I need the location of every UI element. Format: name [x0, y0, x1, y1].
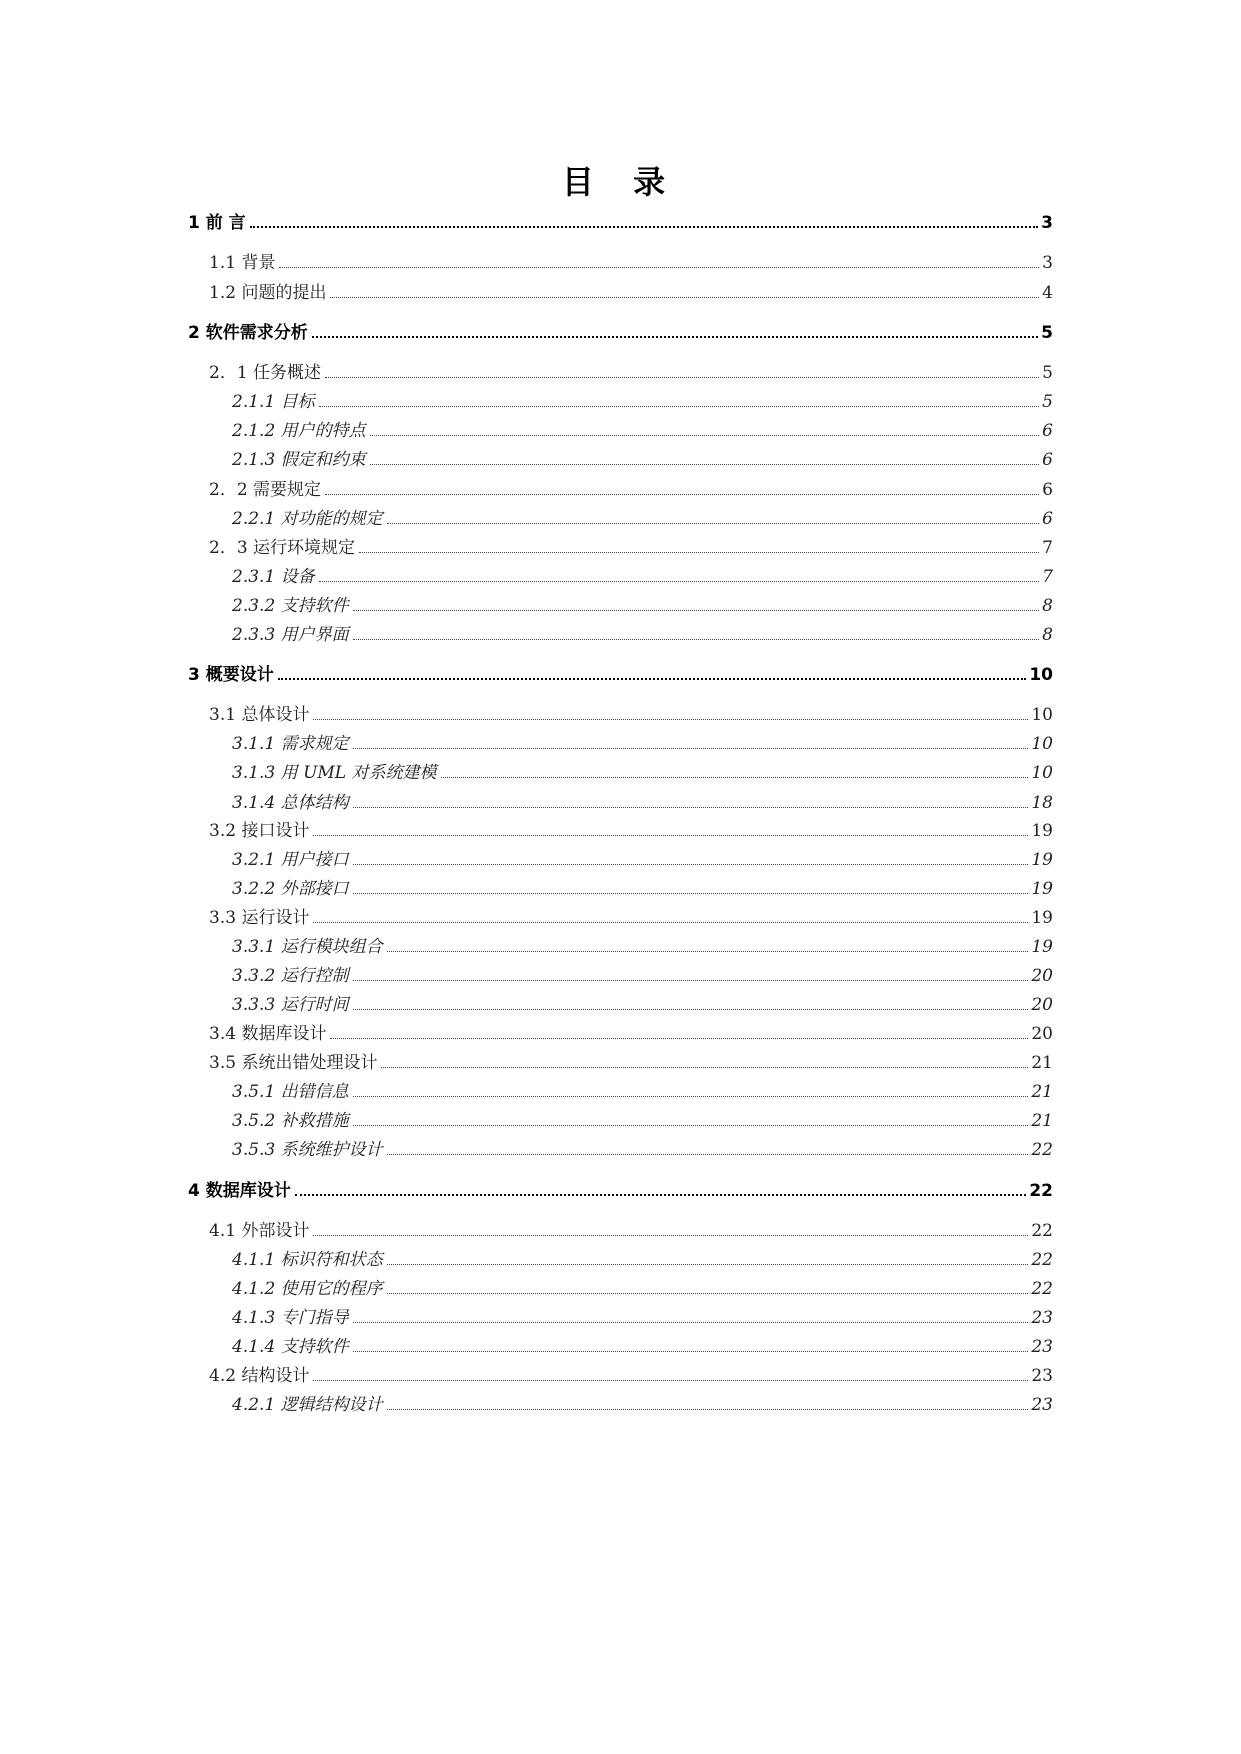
toc-dot-leader	[353, 610, 1040, 611]
toc-entry-label: 3.5.2 补救措施	[232, 1111, 349, 1131]
toc-entry-page-number: 23	[1031, 1366, 1053, 1386]
toc-entry-line	[232, 1386, 1053, 1416]
toc-dot-leader	[319, 406, 1040, 407]
toc-entry-line	[209, 274, 1053, 304]
toc-entry-line	[209, 1044, 1053, 1074]
toc-dot-leader	[313, 719, 1028, 720]
toc-entry-label: 4.1.2 使用它的程序	[232, 1279, 383, 1299]
toc-entry-label: 3.1.3 用 UML 对系统建模	[232, 763, 437, 783]
toc-dot-leader	[387, 1409, 1029, 1410]
toc-entry-level-2[interactable]	[0, 812, 1241, 842]
toc-entry-page-number: 19	[1031, 850, 1053, 870]
toc-entry-level-3[interactable]	[0, 441, 1241, 471]
toc-entry-line	[209, 1015, 1053, 1045]
toc-entry-page-number: 7	[1042, 538, 1053, 558]
toc-entry-page-number: 5	[1041, 323, 1053, 343]
toc-entry-label: 2.3.1 设备	[232, 567, 315, 587]
toc-entry-page-number: 5	[1042, 392, 1053, 412]
toc-entry-line	[188, 656, 1053, 686]
toc-entry-label: 3.3 运行设计	[209, 908, 310, 928]
toc-entry-label: 3.5.3 系统维护设计	[232, 1140, 383, 1160]
toc-entry-label: 4.1.3 专门指导	[232, 1308, 349, 1328]
toc-entry-line	[232, 841, 1053, 871]
toc-dot-leader	[370, 464, 1040, 465]
toc-dot-leader	[330, 1038, 1028, 1039]
toc-entry-line	[232, 558, 1053, 588]
toc-dot-leader	[250, 226, 1038, 228]
toc-entry-line	[188, 1172, 1053, 1202]
toc-entry-page-number: 3	[1042, 253, 1053, 273]
toc-entry-line	[232, 383, 1053, 413]
toc-entry-line	[232, 754, 1053, 784]
toc-dot-leader	[387, 1293, 1029, 1294]
toc-entry-label: 2.1.3 假定和约束	[232, 450, 366, 470]
page-title: 目 录	[561, 163, 680, 201]
toc-entry-label: 3.2 接口设计	[209, 821, 310, 841]
toc-dot-leader	[319, 581, 1040, 582]
toc-entry-page-number: 10	[1029, 665, 1053, 685]
toc-entry-page-number: 20	[1031, 995, 1053, 1015]
toc-entry-level-3[interactable]	[0, 383, 1241, 413]
toc-entry-level-2[interactable]	[0, 529, 1241, 559]
toc-entry-line	[209, 471, 1053, 501]
toc-entry-label: 3.4 数据库设计	[209, 1024, 327, 1044]
toc-entry-page-number: 22	[1031, 1279, 1053, 1299]
toc-dot-leader	[312, 336, 1038, 338]
toc-entry-page-number: 7	[1042, 567, 1053, 587]
toc-entry-page-number: 19	[1031, 879, 1053, 899]
toc-entry-level-2[interactable]	[0, 1212, 1241, 1242]
toc-entry-level-3[interactable]	[0, 1386, 1241, 1416]
toc-dot-leader	[279, 267, 1039, 268]
toc-entry-page-number: 20	[1031, 1024, 1053, 1044]
toc-entry-line	[232, 1299, 1053, 1329]
toc-dot-leader	[353, 893, 1029, 894]
toc-entry-line	[209, 1212, 1053, 1242]
toc-entry-level-2[interactable]	[0, 696, 1241, 726]
toc-entry-line	[232, 725, 1053, 755]
toc-entry-page-number: 10	[1031, 763, 1053, 783]
toc-entry-level-3[interactable]	[0, 1102, 1241, 1132]
toc-entry-label: 2．2 需要规定	[209, 480, 322, 500]
toc-dot-leader	[387, 1154, 1029, 1155]
toc-entry-page-number: 22	[1031, 1221, 1053, 1241]
toc-entry-label: 3.1 总体设计	[209, 705, 310, 725]
toc-entry-page-number: 22	[1029, 1181, 1053, 1201]
toc-entry-line	[232, 1131, 1053, 1161]
toc-entry-page-number: 19	[1031, 908, 1053, 928]
toc-dot-leader	[387, 523, 1040, 524]
toc-entry-line	[232, 1241, 1053, 1271]
toc-entry-level-3[interactable]	[0, 1241, 1241, 1271]
toc-entry-line	[188, 204, 1053, 234]
toc-entry-label: 4.1.1 标识符和状态	[232, 1250, 383, 1270]
toc-dot-leader	[353, 1125, 1029, 1126]
toc-entry-label: 2.2.1 对功能的规定	[232, 509, 383, 529]
toc-entry-label: 2.1.1 目标	[232, 392, 315, 412]
toc-entry-page-number: 6	[1042, 480, 1053, 500]
toc-entry-page-number: 18	[1031, 793, 1053, 813]
toc-entry-page-number: 6	[1042, 421, 1053, 441]
toc-entry-label: 4.1 外部设计	[209, 1221, 310, 1241]
toc-dot-leader	[441, 777, 1029, 778]
toc-entry-line	[232, 587, 1053, 617]
toc-entry-level-2[interactable]	[0, 471, 1241, 501]
toc-entry-label: 3 概要设计	[188, 665, 274, 685]
toc-entry-line	[209, 244, 1053, 274]
toc-entry-page-number: 21	[1031, 1082, 1053, 1102]
toc-entry-line	[232, 1270, 1053, 1300]
toc-entry-page-number: 22	[1031, 1250, 1053, 1270]
toc-entry-line	[209, 696, 1053, 726]
toc-entry-label: 4.2.1 逻辑结构设计	[232, 1395, 383, 1415]
toc-entry-level-3[interactable]	[0, 1328, 1241, 1358]
toc-entry-label: 3.3.1 运行模块组合	[232, 937, 383, 957]
toc-entry-page-number: 6	[1042, 450, 1053, 470]
toc-entry-page-number: 23	[1031, 1337, 1053, 1357]
toc-dot-leader	[387, 951, 1029, 952]
toc-entry-level-2[interactable]	[0, 899, 1241, 929]
toc-entry-label: 1.1 背景	[209, 253, 276, 273]
toc-entry-level-2[interactable]	[0, 244, 1241, 274]
toc-entry-label: 2.1.2 用户的特点	[232, 421, 366, 441]
toc-entry-line	[232, 1102, 1053, 1132]
toc-entry-label: 2 软件需求分析	[188, 323, 308, 343]
toc-entry-line	[232, 870, 1053, 900]
toc-entry-label: 2.3.3 用户界面	[232, 625, 349, 645]
toc-entry-level-3[interactable]	[0, 1299, 1241, 1329]
toc-entry-line	[209, 354, 1053, 384]
toc-dot-leader	[353, 748, 1029, 749]
toc-entry-page-number: 4	[1042, 283, 1053, 303]
toc-entry-page-number: 19	[1031, 821, 1053, 841]
toc-dot-leader	[313, 922, 1028, 923]
toc-entry-level-2[interactable]	[0, 1357, 1241, 1387]
toc-dot-leader	[353, 864, 1029, 865]
toc-entry-level-1[interactable]	[0, 656, 1241, 686]
toc-entry-level-3[interactable]	[0, 412, 1241, 442]
toc-entry-label: 3.1.4 总体结构	[232, 793, 349, 813]
toc-entry-line	[232, 441, 1053, 471]
toc-entry-level-3[interactable]	[0, 1270, 1241, 1300]
toc-entry-page-number: 8	[1042, 596, 1053, 616]
toc-entry-line	[232, 1328, 1053, 1358]
toc-entry-level-3[interactable]	[0, 870, 1241, 900]
toc-dot-leader	[313, 1235, 1028, 1236]
toc-entry-line	[232, 412, 1053, 442]
toc-entry-page-number: 22	[1031, 1140, 1053, 1160]
toc-dot-leader	[313, 835, 1028, 836]
toc-entry-label: 3.5.1 出错信息	[232, 1082, 349, 1102]
toc-entry-line	[232, 1073, 1053, 1103]
toc-entry-label: 2．1 任务概述	[209, 363, 322, 383]
toc-entry-level-1[interactable]	[0, 1172, 1241, 1202]
toc-dot-leader	[353, 1009, 1029, 1010]
toc-entry-line	[232, 986, 1053, 1016]
toc-entry-page-number: 6	[1042, 509, 1053, 529]
toc-dot-leader	[353, 1096, 1029, 1097]
toc-entry-page-number: 5	[1042, 363, 1053, 383]
toc-entry-label: 3.2.1 用户接口	[232, 850, 349, 870]
toc-dot-leader	[325, 377, 1039, 378]
toc-entry-line	[188, 314, 1053, 344]
toc-dot-leader	[295, 1194, 1027, 1196]
toc-entry-page-number: 23	[1031, 1395, 1053, 1415]
toc-entry-level-3[interactable]	[0, 725, 1241, 755]
toc-entry-page-number: 21	[1031, 1111, 1053, 1131]
toc-entry-label: 3.2.2 外部接口	[232, 879, 349, 899]
toc-entry-label: 2.3.2 支持软件	[232, 596, 349, 616]
toc-dot-leader	[359, 552, 1039, 553]
toc-dot-leader	[278, 678, 1027, 680]
toc-entry-level-2[interactable]	[0, 274, 1241, 304]
toc-entry-label: 3.3.2 运行控制	[232, 966, 349, 986]
toc-entry-level-3[interactable]	[0, 986, 1241, 1016]
toc-entry-page-number: 19	[1031, 937, 1053, 957]
toc-entry-line	[209, 1357, 1053, 1387]
toc-entry-label: 1 前 言	[188, 213, 246, 233]
toc-entry-level-1[interactable]	[0, 204, 1241, 234]
toc-entry-page-number: 20	[1031, 966, 1053, 986]
toc-entry-line	[209, 899, 1053, 929]
toc-entry-level-3[interactable]	[0, 1073, 1241, 1103]
toc-entry-label: 4.2 结构设计	[209, 1366, 310, 1386]
toc-dot-leader	[381, 1067, 1028, 1068]
toc-entry-level-2[interactable]	[0, 1015, 1241, 1045]
toc-entry-label: 2．3 运行环境规定	[209, 538, 356, 558]
toc-dot-leader	[353, 1322, 1029, 1323]
toc-entry-level-3[interactable]	[0, 1131, 1241, 1161]
toc-entry-label: 1.2 问题的提出	[209, 283, 327, 303]
toc-entry-level-3[interactable]	[0, 500, 1241, 530]
toc-entry-level-3[interactable]	[0, 616, 1241, 646]
toc-entry-level-3[interactable]	[0, 841, 1241, 871]
toc-entry-label: 3.5 系统出错处理设计	[209, 1053, 378, 1073]
toc-dot-leader	[330, 297, 1039, 298]
toc-entry-level-2[interactable]	[0, 1044, 1241, 1074]
toc-entry-level-3[interactable]	[0, 754, 1241, 784]
toc-entry-level-3[interactable]	[0, 558, 1241, 588]
toc-entry-page-number: 10	[1031, 734, 1053, 754]
toc-dot-leader	[325, 494, 1039, 495]
toc-entry-page-number: 23	[1031, 1308, 1053, 1328]
toc-entry-line	[232, 957, 1053, 987]
toc-entry-level-3[interactable]	[0, 957, 1241, 987]
toc-entry-line	[209, 529, 1053, 559]
toc-entry-page-number: 10	[1031, 705, 1053, 725]
toc-entry-page-number: 3	[1041, 213, 1053, 233]
toc-entry-level-2[interactable]	[0, 354, 1241, 384]
toc-dot-leader	[353, 1351, 1029, 1352]
toc-entry-line	[209, 812, 1053, 842]
toc-entry-line	[232, 928, 1053, 958]
toc-dot-leader	[313, 1380, 1028, 1381]
toc-dot-leader	[353, 639, 1040, 640]
toc-entry-label: 3.1.1 需求规定	[232, 734, 349, 754]
toc-dot-leader	[353, 807, 1029, 808]
toc-entry-label: 4.1.4 支持软件	[232, 1337, 349, 1357]
toc-entry-page-number: 21	[1031, 1053, 1053, 1073]
toc-entry-label: 3.3.3 运行时间	[232, 995, 349, 1015]
toc-entry-line	[232, 784, 1053, 814]
toc-entry-level-3[interactable]	[0, 587, 1241, 617]
toc-entry-line	[232, 616, 1053, 646]
toc-entry-level-1[interactable]	[0, 314, 1241, 344]
toc-dot-leader	[353, 980, 1029, 981]
toc-dot-leader	[387, 1264, 1029, 1265]
toc-entry-level-3[interactable]	[0, 928, 1241, 958]
toc-entry-label: 4 数据库设计	[188, 1181, 291, 1201]
toc-entry-line	[232, 500, 1053, 530]
toc-entry-page-number: 8	[1042, 625, 1053, 645]
toc-dot-leader	[370, 435, 1040, 436]
toc-entry-level-3[interactable]	[0, 784, 1241, 814]
